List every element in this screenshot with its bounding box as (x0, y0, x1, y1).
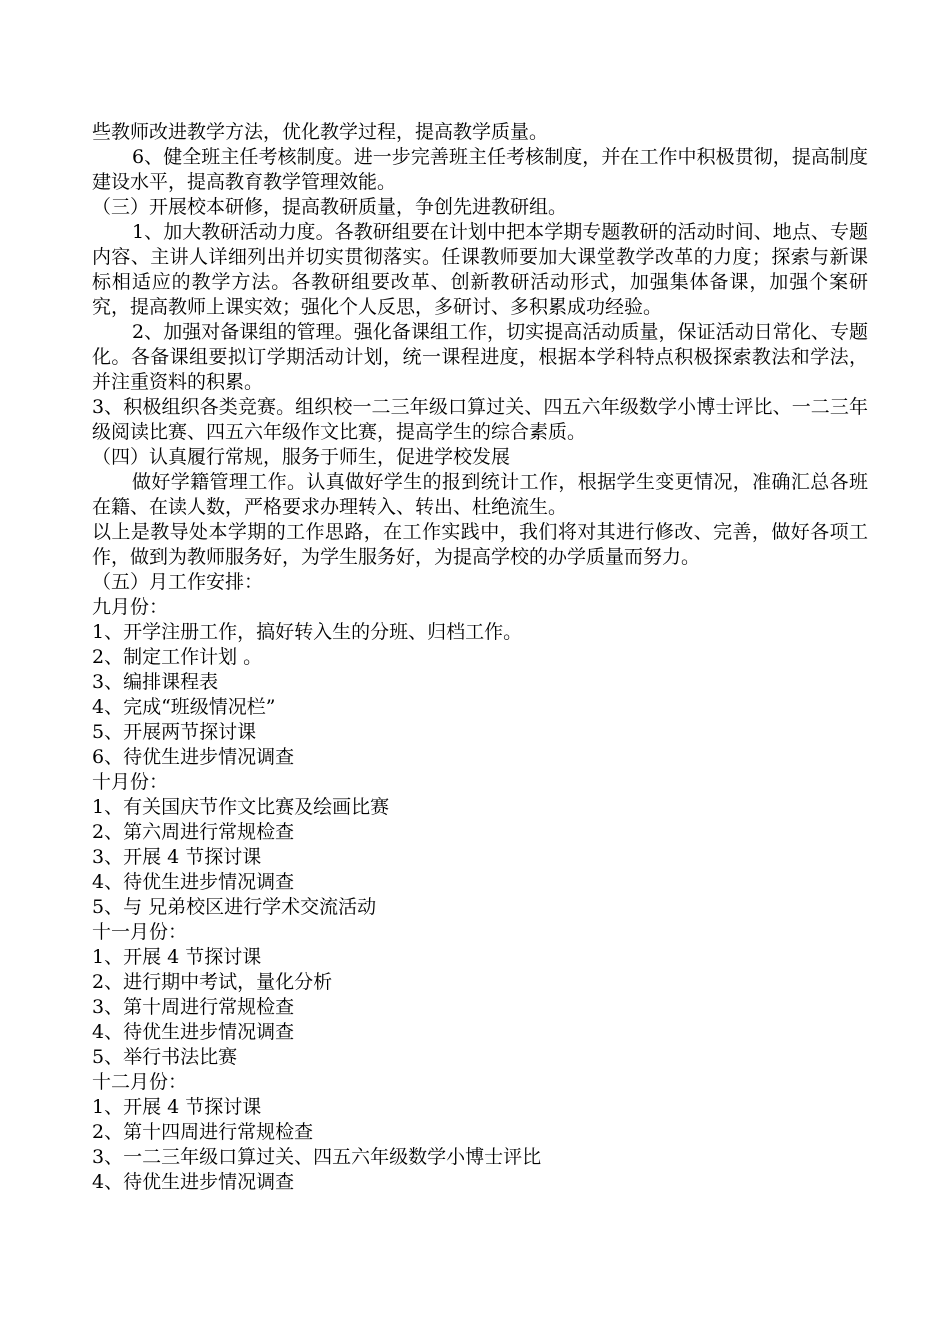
list-item: 4、待优生进步情况调查 (92, 1021, 295, 1043)
list-item: 1、开展 4 节探讨课 (92, 946, 262, 968)
list-item: 5、开展两节探讨课 (92, 721, 257, 743)
list-item: 2、进行期中考试，量化分析 (92, 971, 333, 993)
list-item: 2、第十四周进行常规检查 (92, 1121, 314, 1143)
month-november (92, 920, 868, 1070)
paragraph-0: 些教师改进教学方法，优化教学过程，提高教学质量。 (92, 121, 549, 143)
list-item: 1、开展 4 节探讨课 (92, 1096, 262, 1118)
list-item: 3、第十周进行常规检查 (92, 996, 295, 1018)
list-item: 4、完成“班级情况栏” (92, 696, 276, 718)
paragraph-8: 以上是教导处本学期的工作思路，在工作实践中，我们将对其进行修改、完善，做好各项工作，做到为教师服务好，为学生服务好，为提高学校的办学质量而努力。 (92, 521, 868, 568)
schedule-title: （五）月工作安排： (92, 571, 264, 593)
month-heading: 九月份： (92, 596, 169, 618)
list-item: 4、待优生进步情况调查 (92, 871, 295, 893)
paragraph-4: 2、加强对备课组的管理。强化备课组工作，切实提高活动质量，保证活动日常化、专题化。各备课组要拟订学期活动计划，统一课程进度，根据本学科特点积极探索教法和学法，并注重资料的积累。 (92, 321, 868, 393)
list-item: 3、编排课程表 (92, 671, 219, 693)
month-december (92, 1070, 868, 1195)
list-item: 1、有关国庆节作文比赛及绘画比赛 (92, 796, 390, 818)
list-item: 3、开展 4 节探讨课 (92, 846, 262, 868)
section-heading-3: （三）开展校本研修，提高教研质量，争创先进教研组。 (92, 196, 568, 218)
paragraph-3: 1、加大教研活动力度。各教研组要在计划中把本学期专题教研的活动时间、地点、专题内容、主讲人详细列出并切实贯彻落实。任课教师要加大课堂教学改革的力度；探索与新课标相适应的教学方法。各教研组要改革、创新教研活动形式，加强集体备课，加强个案研究，提高教师上课实效；强化个人反思，多研讨、多积累成功经验。 (92, 221, 868, 318)
list-item: 2、制定工作计划 。 (92, 646, 263, 668)
section-heading-4: （四）认真履行常规，服务于师生，促进学校发展 (92, 446, 511, 468)
month-october (92, 770, 868, 920)
list-item: 3、一二三年级口算过关、四五六年级数学小博士评比 (92, 1146, 542, 1168)
paragraph-5: 3、积极组织各类竞赛。组织校一二三年级口算过关、四五六年级数学小博士评比、一二三年级阅读比赛、四五六年级作文比赛，提高学生的综合素质。 (92, 396, 868, 443)
paragraph-7: 做好学籍管理工作。认真做好学生的报到统计工作，根据学生变更情况，准确汇总各班在籍、在读人数，严格要求办理转入、转出、杜绝流生。 (92, 471, 868, 518)
list-item: 4、待优生进步情况调查 (92, 1171, 295, 1193)
month-heading: 十二月份： (92, 1071, 188, 1093)
list-item: 1、开学注册工作，搞好转入生的分班、归档工作。 (92, 621, 523, 643)
paragraph-section (92, 120, 868, 570)
list-item: 5、与 兄弟校区进行学术交流活动 (92, 896, 377, 918)
list-item: 5、举行书法比赛 (92, 1046, 238, 1068)
document-page (92, 120, 868, 1195)
month-heading: 十一月份： (92, 921, 188, 943)
paragraph-1: 6、健全班主任考核制度。进一步完善班主任考核制度，并在工作中积极贯彻，提高制度建设水平，提高教育教学管理效能。 (92, 146, 868, 193)
list-item: 6、待优生进步情况调查 (92, 746, 295, 768)
list-item: 2、第六周进行常规检查 (92, 821, 295, 843)
month-heading: 十月份： (92, 771, 169, 793)
month-september (92, 595, 868, 770)
